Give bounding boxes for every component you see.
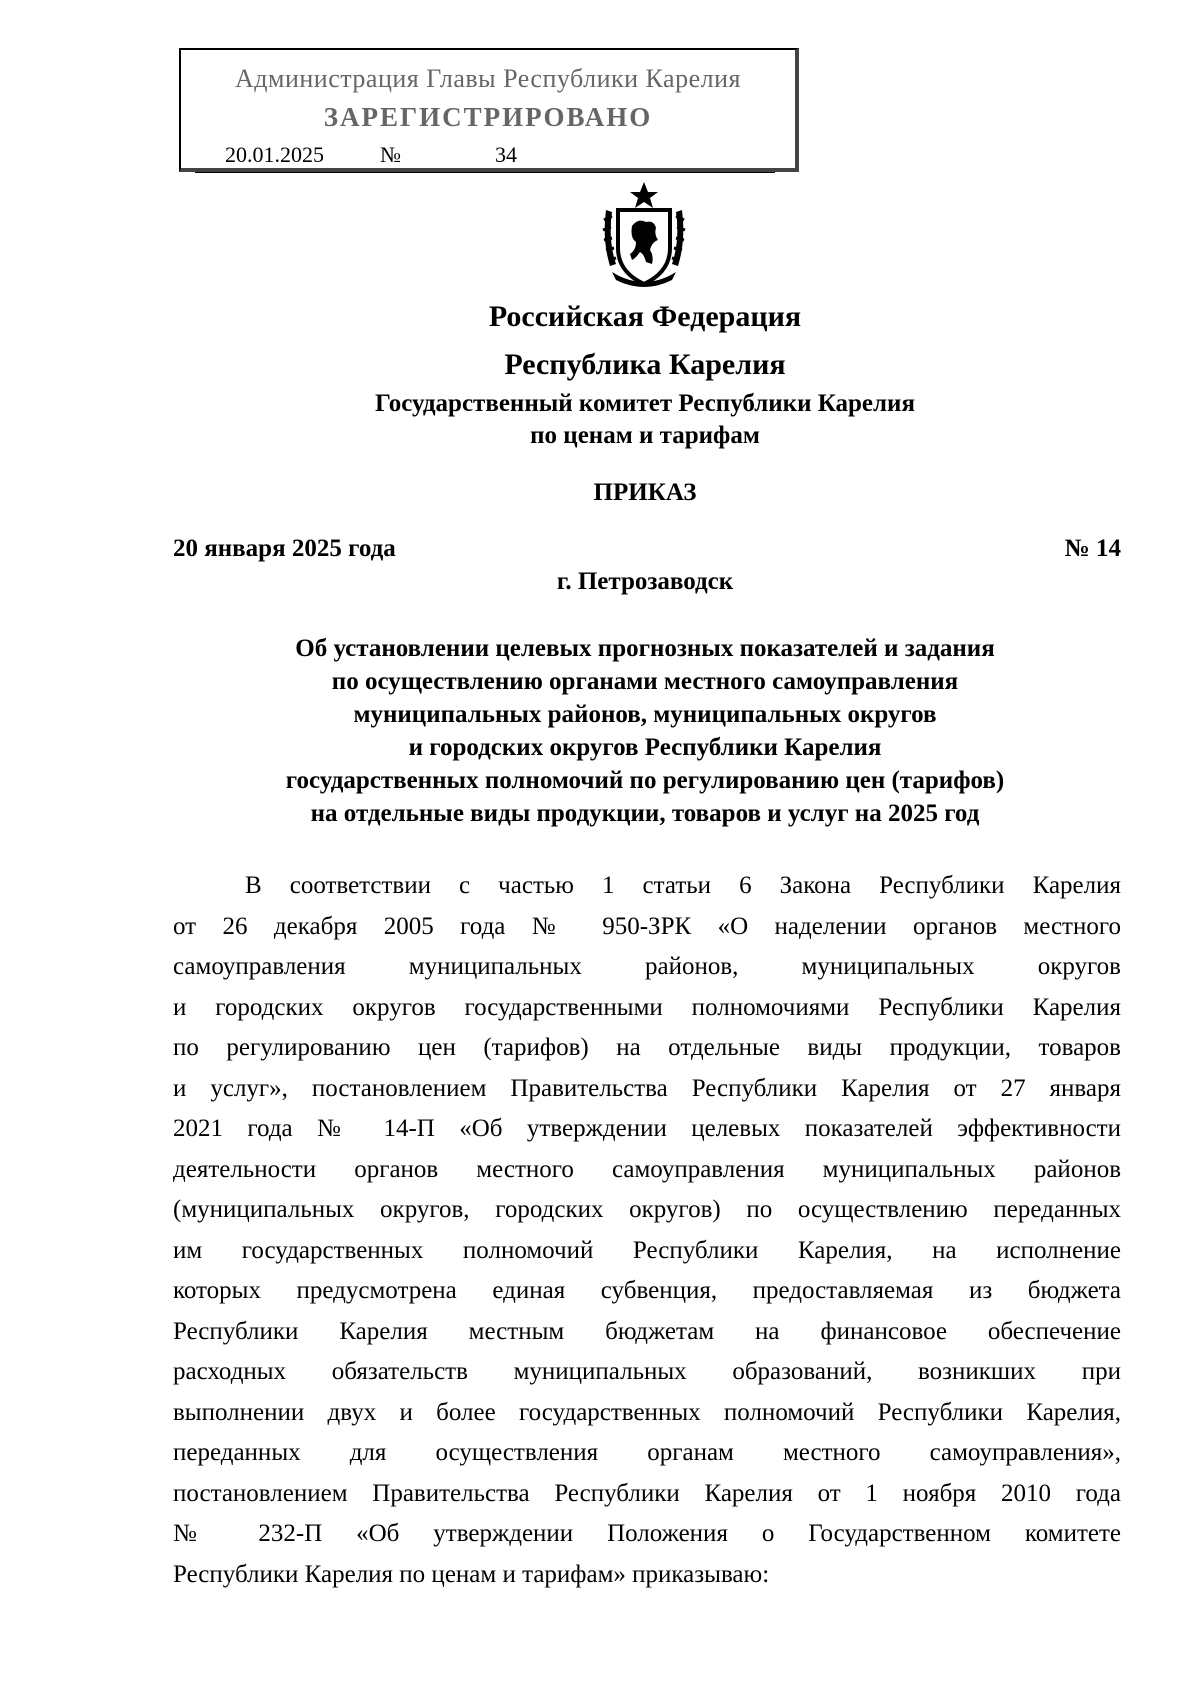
document-body [173, 866, 1121, 1595]
coat-of-arms-icon [596, 180, 692, 292]
document-title [0, 632, 1200, 830]
stamp-date: 20.01.2025 [225, 142, 324, 167]
body-line: № 232-П «Об утверждении Положения о Государственном комитете [173, 1520, 1121, 1547]
body-line: которых предусмотрена единая субвенция, предоставляемая из бюджета [173, 1277, 1121, 1304]
header-committee-line2: по ценам и тарифам [530, 422, 760, 449]
title-line: Об установлении целевых прогнозных показателей и задания [295, 635, 995, 662]
body-line: Республики Карелия по ценам и тарифам» приказываю: [173, 1560, 770, 1588]
body-line: В соответствии с частью 1 статьи 6 Закона Республики Карелия [245, 872, 1121, 899]
body-line: и услуг», постановлением Правительства Республики Карелия от 27 января [173, 1074, 1121, 1102]
header-republic: Республика Карелия [504, 348, 786, 381]
body-line: деятельности органов местного самоуправления муниципальных районов [173, 1155, 1121, 1183]
title-line: по осуществлению органами местного самоуправления [331, 668, 959, 695]
document-type: ПРИКАЗ [593, 479, 697, 506]
header-committee: Государственный комитет Республики Карелия [375, 390, 915, 417]
document-date: 20 января 2025 года [173, 535, 396, 562]
body-line: постановлением Правительства Республики Карелия от 1 ноября 2010 года [173, 1479, 1121, 1507]
body-line: Республики Карелия местным бюджетам на финансовое обеспечение [173, 1317, 1121, 1345]
body-line: выполнении двух и более государственных полномочий Республики Карелия, [173, 1398, 1121, 1426]
body-line: по регулированию цен (тарифов) на отдельные виды продукции, товаров [173, 1034, 1121, 1061]
body-line: от 26 декабря 2005 года № 950-ЗРК «О наделении органов местного [173, 912, 1121, 940]
body-line: расходных обязательств муниципальных образований, возникших при [173, 1358, 1121, 1385]
body-line: и городских округов государственными полномочиями Республики Карелия [173, 993, 1121, 1021]
header-federation: Российская Федерация [488, 300, 802, 333]
body-line: (муниципальных округов, городских округов) по осуществлению переданных [173, 1196, 1121, 1223]
title-line: муниципальных районов, муниципальных округов [353, 701, 937, 728]
body-line: 2021 года № 14-П «Об утверждении целевых показателей эффективности [173, 1115, 1121, 1142]
body-line: им государственных полномочий Республики Карелия, на исполнение [173, 1236, 1121, 1264]
title-line: государственных полномочий по регулированию цен (тарифов) [285, 767, 1005, 794]
registration-stamp [179, 48, 799, 172]
stamp-registration-line [195, 142, 775, 173]
document-city: г. Петрозаводск [556, 568, 734, 595]
body-line: самоуправления муниципальных районов, муниципальных округов [173, 953, 1121, 980]
stamp-number-sign: № [380, 142, 401, 167]
title-line: на отдельные виды продукции, товаров и услуг на 2025 год [310, 800, 980, 827]
stamp-number: 34 [495, 142, 517, 167]
document-number: № 14 [1064, 535, 1121, 562]
body-line: переданных для осуществления органам местного самоуправления», [173, 1439, 1121, 1466]
stamp-status: ЗАРЕГИСТРИРОВАНО [323, 102, 653, 132]
stamp-organization: Администрация Главы Республики Карелия [235, 64, 741, 93]
title-line: и городских округов Республики Карелия [408, 734, 882, 761]
